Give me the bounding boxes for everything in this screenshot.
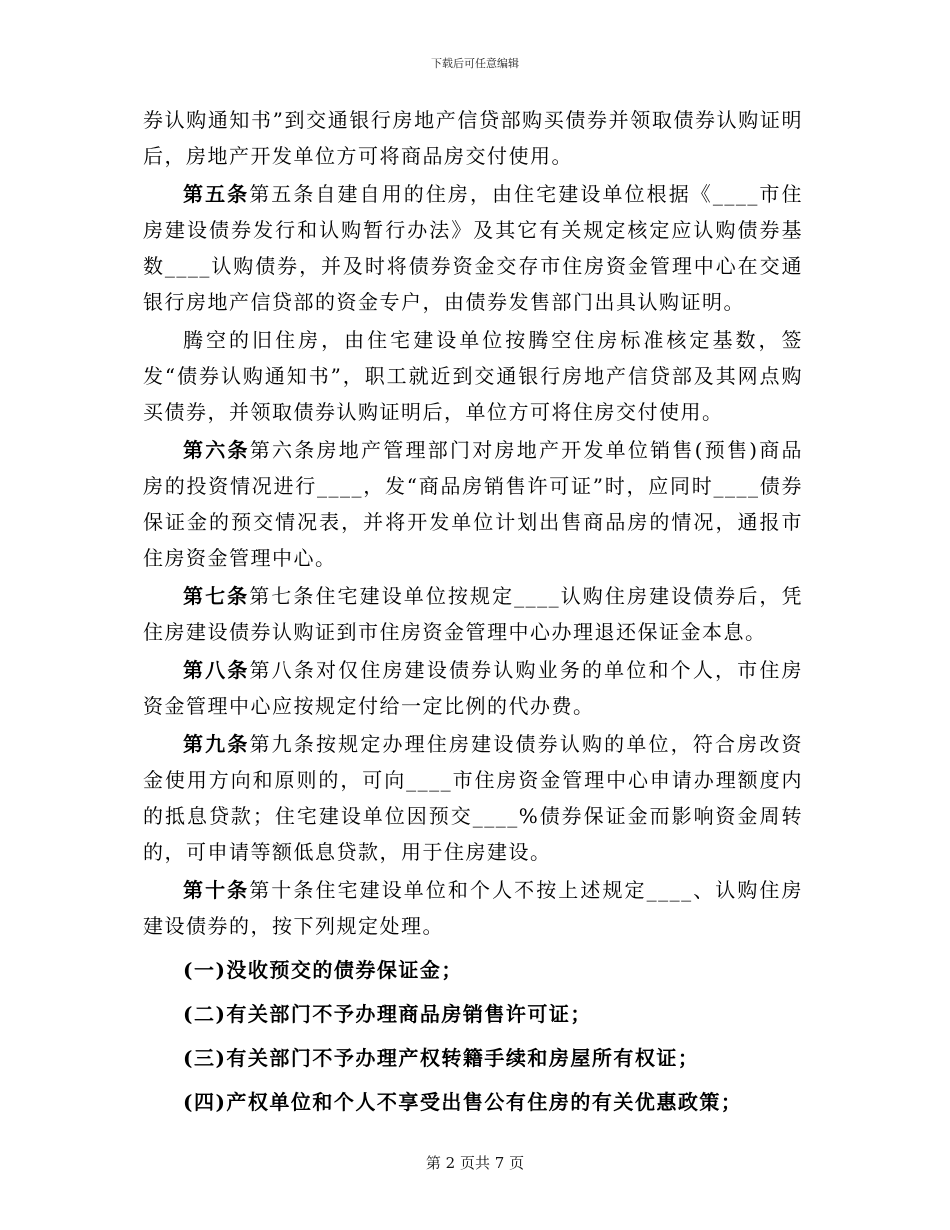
article-title: 第十条 [183, 878, 250, 902]
article-10 [143, 872, 803, 944]
paragraph-vacated-housing [143, 322, 803, 430]
article-title: 第七条 [183, 584, 250, 608]
page-number: 第 2 页共 7 页 [425, 1154, 525, 1172]
article-body: 第七条住宅建设单位按规定____认购住房建设债券后，凭住房建设债券认购证到市住房资金管理中心办理退还保证金本息。 [143, 584, 804, 644]
paragraph-body: 券认购通知书”到交通银行房地产信贷部购买债券并领取债券认购证明后，房地产开发单位方可将商品房交付使用。 [143, 108, 803, 168]
penalty-item-1: (一)没收预交的债券保证金； [183, 958, 463, 982]
article-7 [143, 578, 803, 650]
article-8 [143, 652, 803, 724]
article-body: 第十条住宅建设单位和个人不按上述规定____、认购住房建设债券的，按下列规定处理。 [143, 878, 804, 938]
article-title: 第九条 [183, 732, 250, 756]
article-title: 第六条 [183, 438, 250, 462]
paragraph-body: 腾空的旧住房，由住宅建设单位按腾空住房标准核定基数，签发“债券认购通知书”，职工就近到交通银行房地产信贷部及其网点购买债券，并领取债券认购证明后，单位方可将住房交付使用。 [143, 328, 803, 424]
article-title: 第五条 [183, 182, 250, 206]
article-body: 第八条对仅住房建设债券认购业务的单位和个人，市住房资金管理中心应按规定付给一定比例的代办费。 [143, 658, 803, 718]
article-9 [143, 726, 803, 870]
penalty-item-2: (二)有关部门不予办理商品房销售许可证； [183, 1002, 592, 1026]
article-title: 第八条 [183, 658, 250, 682]
page-header: 下载后可任意编辑 [431, 57, 519, 70]
penalty-item-3: (三)有关部门不予办理产权转籍手续和房屋所有权证； [183, 1046, 700, 1070]
document-body [143, 102, 803, 1128]
article-5 [143, 176, 803, 320]
article-body: 第九条按规定办理住房建设债券认购的单位，符合房改资金使用方向和原则的，可向____市住房资金管理中心申请办理额度内的抵息贷款；住宅建设单位因预交____%债券保证金而影响资金周转的，可申请等额低息贷款，用于住房建设。 [143, 732, 803, 864]
article-body: 第六条房地产管理部门对房地产开发单位销售(预售)商品房的投资情况进行____，发“商品房销售许可证”时，应同时____债券保证金的预交情况表，并将开发单位计划出售商品房的情况，通报市住房资金管理中心。 [143, 438, 804, 570]
paragraph-continuation [143, 102, 803, 174]
penalty-item-4: (四)产权单位和个人不享受出售公有住房的有关优惠政策； [183, 1090, 743, 1114]
article-body: 第五条自建自用的住房，由住宅建设单位根据《____市住房建设债券发行和认购暂行办法》及其它有关规定核定应认购债券基数____认购债券，并及时将债券资金交存市住房资金管理中心在交通银行房地产信贷部的资金专户，由债券发售部门出具认购证明。 [143, 182, 804, 314]
article-6 [143, 432, 803, 576]
